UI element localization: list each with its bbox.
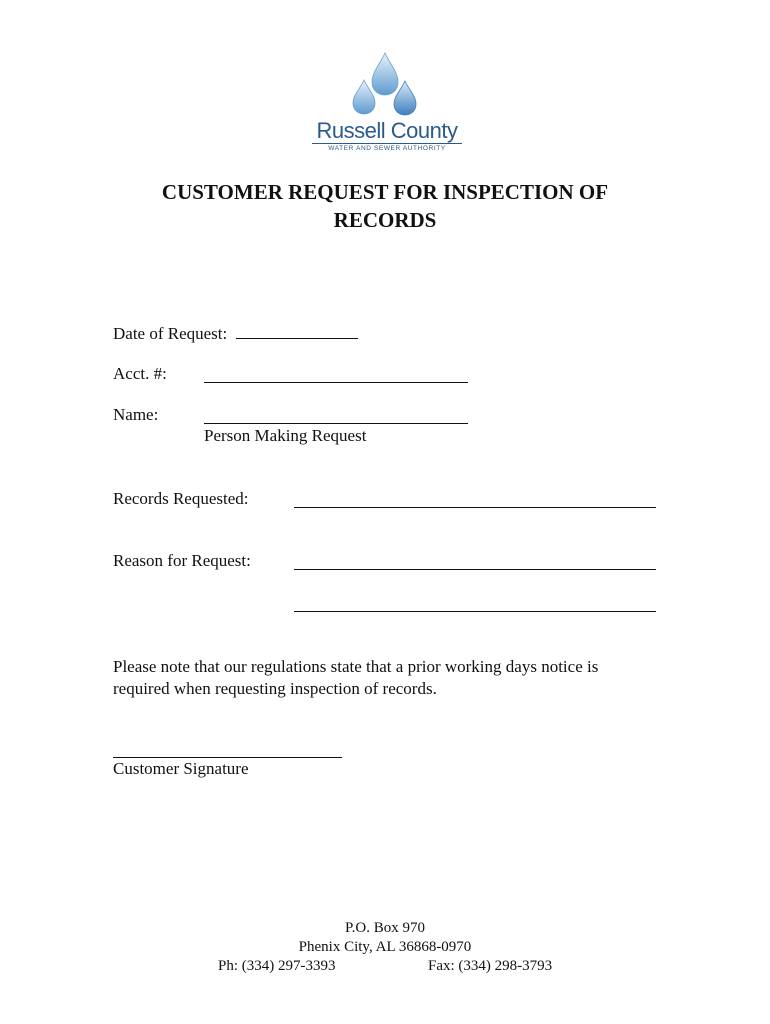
logo-name: Russell County (316, 118, 458, 143)
notice-text: Please note that our regulations state that a prior working days notice is required when requesting inspection of records. (113, 657, 599, 698)
title-line-1: CUSTOMER REQUEST FOR INSPECTION OF (161, 180, 609, 204)
records-label: Records Requested: (113, 489, 249, 508)
reason-field-1[interactable] (294, 553, 656, 570)
footer-phone: Ph: (334) 297-3393 (218, 958, 336, 974)
date-field[interactable] (236, 322, 358, 339)
footer-pobox: P.O. Box 970 (344, 920, 426, 936)
footer-fax: Fax: (334) 298-3793 (428, 958, 553, 974)
records-field[interactable] (294, 491, 656, 508)
signature-field[interactable] (113, 741, 342, 758)
logo-subtitle: WATER AND SEWER AUTHORITY (312, 143, 462, 153)
reason-field-2[interactable] (294, 595, 656, 612)
footer-city: Phenix City, AL 36868-0970 (298, 939, 472, 955)
acct-label: Acct. #: (113, 364, 167, 383)
company-logo (312, 50, 462, 154)
reason-label: Reason for Request: (113, 551, 251, 570)
date-row (113, 322, 358, 344)
date-label: Date of Request: (113, 324, 228, 343)
signature-caption: Customer Signature (113, 759, 249, 778)
name-field[interactable] (204, 407, 468, 424)
water-drops-icon (312, 50, 462, 120)
page-title (120, 178, 650, 234)
name-label: Name: (113, 405, 159, 424)
title-line-2: RECORDS (333, 208, 437, 232)
acct-field[interactable] (204, 366, 468, 383)
name-caption: Person Making Request (204, 426, 367, 445)
